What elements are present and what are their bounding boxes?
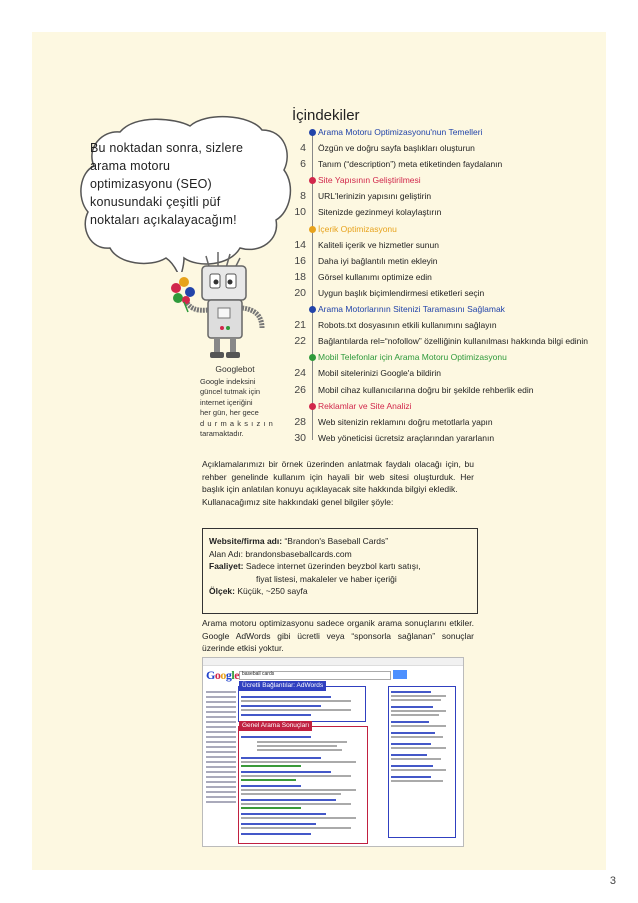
toc-entry-text: Sitenizde gezinmeyi kolaylaştırın — [318, 207, 442, 218]
toc-entry-text: Robots.txt dosyasının etkili kullanımını sağlayın — [318, 320, 497, 331]
toc-entry-text: Daha iyi bağlantılı metin ekleyin — [318, 255, 438, 266]
section-bullet-icon — [309, 177, 316, 184]
toc-page-number: 24 — [294, 367, 306, 380]
toc-entry[interactable] — [282, 285, 622, 301]
toc-entry[interactable] — [282, 140, 622, 156]
toc-page-number: 28 — [294, 415, 306, 428]
toc-page-number: 30 — [294, 431, 306, 444]
paid-ads-box — [238, 686, 366, 722]
section-bullet-icon — [309, 354, 316, 361]
toc-entry-text: Reklamlar ve Site Analizi — [318, 400, 412, 411]
speech-bubble-text: Bu noktadan sonra, sizlere arama motoru optimizasyonu (SEO) konusundaki çeşitli püf noktaları açıkalayacağım! — [90, 141, 244, 227]
toc-section-heading — [282, 398, 622, 414]
search-box: baseball cards — [239, 671, 391, 680]
search-results-screenshot — [202, 657, 464, 847]
toc-entry-text: Görsel kullanımı optimize edin — [318, 271, 432, 282]
toc-entry[interactable] — [282, 414, 622, 430]
toc-entry[interactable] — [282, 430, 622, 446]
organic-results-paragraph: Arama motoru optimizasyonu sadece organik arama sonuçlarını etkiler. Google AdWords gibi ücretli veya “sponsorla sağlanan” sonuçlar üzerinde etkisi yoktur. — [202, 618, 474, 654]
toc-page-number: 21 — [294, 319, 306, 332]
toc-entry[interactable] — [282, 365, 622, 381]
toc-entry-text: Arama Motorlarının Sitenizi Taramasını Sağlamak — [318, 304, 505, 315]
toc-entry[interactable] — [282, 237, 622, 253]
toc-page-number: 10 — [294, 206, 306, 219]
toc-section-heading — [282, 301, 622, 317]
toc-title: İçindekiler — [292, 107, 360, 124]
toc-entry-text: Kaliteli içerik ve hizmetler sunun — [318, 239, 439, 250]
toc-entry[interactable] — [282, 204, 622, 220]
section-bullet-icon — [309, 306, 316, 313]
googlebot-caption: Googlebot Google indeksini güncel tutmak için internet içeriğini her gün, her gece durmaksızın taramaktadır. — [200, 364, 277, 438]
toc-entry[interactable] — [282, 317, 622, 333]
toc-page-number: 16 — [294, 254, 306, 267]
googlebot-caption-title: Googlebot — [215, 364, 255, 374]
paid-ads-label: Ücretli Bağlantılar: AdWords — [239, 681, 326, 691]
intro-paragraph: Açıklamalarımızı bir örnek üzerinden anlatmak faydalı olacağı için, bu rehber genelinde kullanım için hayali bir web sitesi oluşturduk. Her başlık için anlatılan konuyu açıklayacak site hakkında bilgiyi ekledik. Kullanacağımız site hakkındaki genel bilgiler şöyle: — [202, 459, 474, 507]
toc-entry-text: Tanım (“description”) meta etiketinden faydalanın — [318, 159, 503, 170]
section-bullet-icon — [309, 226, 316, 233]
toc-page-number: 26 — [294, 383, 306, 396]
toc-entry-text: İçerik Optimizasyonu — [318, 223, 397, 234]
toc-section-heading — [282, 172, 622, 188]
toc-page-number: 4 — [300, 142, 306, 155]
section-bullet-icon — [309, 403, 316, 410]
toc-entry[interactable] — [282, 253, 622, 269]
toc-entry-text: Bağlantılarda rel=“nofollow” özelliğinin kullanılması hakkında bilgi edinin — [318, 336, 589, 347]
google-logo: Google — [206, 668, 240, 682]
toc-page-number: 22 — [294, 335, 306, 348]
toc-entry[interactable] — [282, 333, 622, 349]
toc-entry[interactable] — [282, 156, 622, 172]
toc-entry-text: Mobil sitelerinizi Google'a bildirin — [318, 368, 442, 379]
organic-results-label: Genel Arama Sonuçları — [239, 721, 312, 731]
toc-entry[interactable] — [282, 269, 622, 285]
toc-entry[interactable] — [282, 382, 622, 398]
right-ads-box — [388, 686, 456, 838]
toc-entry-text: Mobil cihaz kullanıcılarına doğru bir şekilde rehberlik edin — [318, 384, 534, 395]
toc-page-number: 14 — [294, 238, 306, 251]
toc-page-number: 20 — [294, 286, 306, 299]
toc-entry[interactable] — [282, 188, 622, 204]
toc-page-number: 6 — [300, 158, 306, 171]
toc-entry-text: Uygun başlık biçimlendirmesi etiketleri seçin — [318, 287, 485, 298]
section-bullet-icon — [309, 129, 316, 136]
toc-section-heading — [282, 124, 622, 140]
page-number: 3 — [609, 875, 616, 887]
toc-entry-text: Site Yapısının Geliştirilmesi — [318, 175, 421, 186]
toc-entry-text: Web sitenizin reklamını doğru metotlarla yapın — [318, 416, 493, 427]
toc-entry-text: Mobil Telefonlar için Arama Motoru Optimizasyonu — [318, 352, 507, 363]
toc-entry-text: Özgün ve doğru sayfa başlıkları oluşturun — [318, 143, 475, 154]
toc-entry-text: URL'lerinizin yapısını geliştirin — [318, 191, 432, 202]
table-of-contents — [282, 124, 622, 446]
googlebot-illustration — [166, 248, 278, 364]
left-nav — [206, 688, 236, 806]
toc-section-heading — [282, 349, 622, 365]
toc-page-number: 8 — [300, 190, 306, 203]
toc-section-heading — [282, 221, 622, 237]
search-button — [393, 670, 407, 679]
toc-entry-text: Arama Motoru Optimizasyonu'nun Temelleri — [318, 127, 483, 137]
toc-page-number: 18 — [294, 270, 306, 283]
site-info-box: Website/firma adı: “Brandon's Baseball Cards” Alan Adı: brandonsbaseballcards.com Faaliyet: Sadece internet üzerinden beyzbol kartı satışı, fiyat listesi, makaleler ve haber içeriği Ölçek: Küçük, ~250 sayfa — [202, 528, 478, 614]
toc-entry-text: Web yöneticisi ücretsiz araçlarından yararlanın — [318, 432, 495, 443]
